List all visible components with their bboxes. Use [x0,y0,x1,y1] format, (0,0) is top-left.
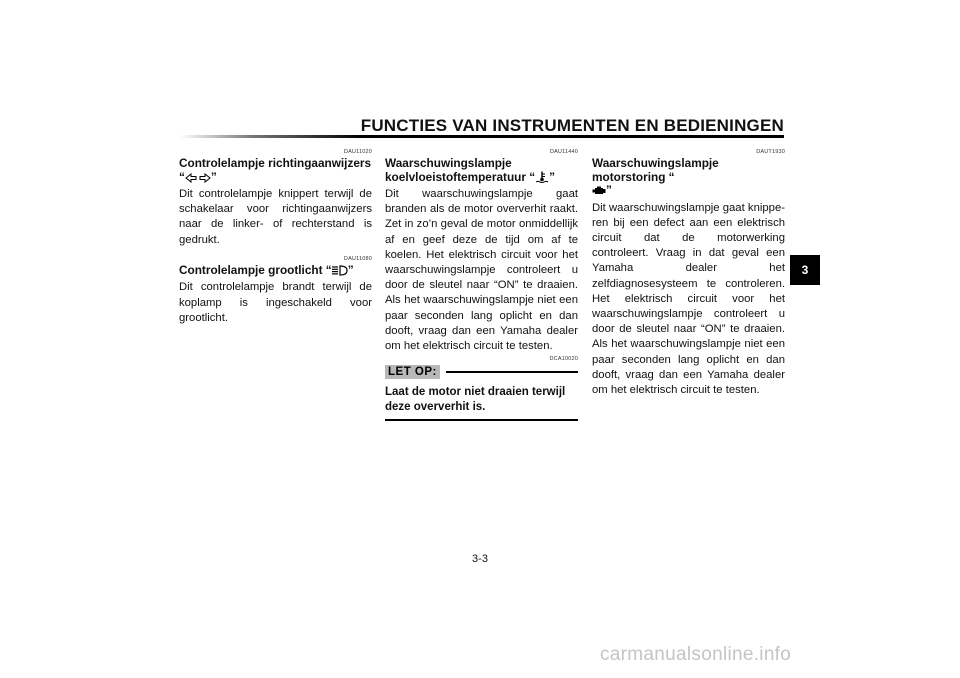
section-code: DAU11440 [549,149,578,155]
caution-box [385,365,578,421]
page-number: 3-3 [472,553,488,565]
column-right [592,149,785,398]
column-middle [385,149,578,421]
high-beam-heading: Controlelampje grootlicht “ ” [179,264,372,280]
header-rule [180,135,784,138]
caution-label: LET OP: [385,365,440,379]
caution-top-rule [446,371,578,373]
turn-signal-body: Dit controlelampje knippert terwijl de schakelaar voor richtingaanwijzers naar de linker- of rechterstand is gedrukt. [179,188,372,246]
engine-check-icon [592,186,606,200]
engine-trouble-heading: Waarschuwingslampje motorstoring “ ” [592,157,785,200]
coolant-heading: Waarschuwingslampje koelvloeistoftemperatuur “ ” [385,157,578,186]
coolant-body: Dit waarschuwingslampje gaat branden als de motor oververhit raakt. Zet in zo’n geval de motor onmiddellijk af en geef deze de tijd om af te koelen. Het elektrisch circuit voor het waarschuwingslampje controleert u door de sleutel naar “ON” te draaien. Als het waarschuwingslampje niet een paar seconden lang oplicht en dan dooft, vraag dan een Yamaha dealer om het elektrisch circuit te testen. [385,188,578,353]
chapter-tab: 3 [790,255,820,285]
turn-signal-heading: Controlelampje richtingaanwijzers “ ” [179,157,372,186]
section-code: DAUT1930 [756,149,785,155]
coolant-temperature-icon [535,171,549,187]
column-left [179,149,372,326]
watermark: carmanualsonline.info [600,644,792,665]
turn-signal-arrows-icon [185,173,211,187]
page-header-title: FUNCTIES VAN INSTRUMENTEN EN BEDIENINGEN [360,116,784,135]
caution-text: Laat de motor niet draaien terwijl deze oververhit is. [385,386,566,414]
high-beam-body: Dit controlelampje brandt terwijl de koplamp is ingeschakeld voor grootlicht. [179,281,372,324]
section-code: DAU11020 [343,149,372,155]
engine-trouble-body: Dit waarschuwingslampje gaat knipperen bij een defect aan een elektrisch circuit dat de motorwerking controleert. Vraag in dat geval een Yamaha dealer het zelfdiagnosesysteem te controleren. Het elektrisch circuit voor het waarschuwingslampje controleert u door de sleutel naar “ON” te draaien. Als het waarschuwingslampje niet een paar seconden lang oplicht en dan dooft, vraag dan een Yamaha dealer om het elektrisch circuit te testen. [592,201,785,396]
section-code: DCA10020 [549,356,578,363]
section-code: DAU11080 [343,255,372,262]
caution-bottom-rule [385,419,578,421]
high-beam-icon [332,265,348,280]
